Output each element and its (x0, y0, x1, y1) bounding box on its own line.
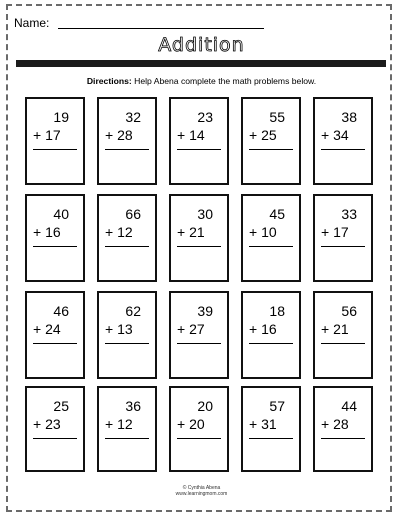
addend-top: 18 (269, 303, 285, 319)
plus-sign: + (177, 127, 186, 143)
addend-top: 46 (53, 303, 69, 319)
addend-bottom (105, 322, 133, 336)
answer-line[interactable] (249, 246, 293, 247)
plus-sign: + (33, 321, 42, 337)
plus-sign: + (105, 224, 114, 240)
problem-card (25, 194, 85, 282)
problem-card (169, 97, 229, 185)
problem-card (169, 386, 229, 472)
answer-line[interactable] (177, 246, 221, 247)
plus-sign: + (33, 416, 42, 432)
problem-card (25, 386, 85, 472)
addend-bottom-value: 10 (261, 224, 277, 240)
addend-bottom (33, 417, 61, 431)
addend-bottom (105, 225, 133, 239)
problem-card (169, 291, 229, 379)
addend-bottom-value: 20 (189, 416, 205, 432)
answer-line[interactable] (105, 343, 149, 344)
answer-line[interactable] (177, 438, 221, 439)
directions-text: Help Abena complete the math problems below. (131, 76, 317, 86)
plus-sign: + (177, 416, 186, 432)
addend-top: 25 (53, 398, 69, 414)
name-label: Name: (14, 16, 50, 30)
problem-card (97, 291, 157, 379)
addend-bottom-value: 12 (117, 416, 133, 432)
addend-bottom (321, 322, 349, 336)
answer-line[interactable] (105, 149, 149, 150)
plus-sign: + (249, 224, 258, 240)
plus-sign: + (321, 416, 330, 432)
plus-sign: + (105, 416, 114, 432)
plus-sign: + (249, 127, 258, 143)
addend-top: 19 (53, 109, 69, 125)
problem-card (97, 97, 157, 185)
directions (0, 76, 403, 86)
addend-top: 36 (125, 398, 141, 414)
addend-bottom (249, 417, 277, 431)
problem-card (313, 97, 373, 185)
addend-bottom (105, 417, 133, 431)
plus-sign: + (105, 321, 114, 337)
addend-bottom (177, 225, 205, 239)
problem-card (241, 97, 301, 185)
answer-line[interactable] (321, 343, 365, 344)
answer-line[interactable] (177, 149, 221, 150)
problem-card (25, 97, 85, 185)
problem-card (25, 291, 85, 379)
addend-top: 62 (125, 303, 141, 319)
addend-top: 38 (341, 109, 357, 125)
addend-bottom (177, 417, 205, 431)
addend-top: 56 (341, 303, 357, 319)
answer-line[interactable] (249, 343, 293, 344)
title-bar (16, 60, 386, 67)
plus-sign: + (321, 127, 330, 143)
addend-top: 55 (269, 109, 285, 125)
website-text: www.learningmom.com (175, 491, 228, 497)
copyright-text: © Cynthia Abena (182, 485, 221, 491)
answer-line[interactable] (321, 438, 365, 439)
addend-bottom-value: 23 (45, 416, 61, 432)
plus-sign: + (177, 321, 186, 337)
addend-bottom-value: 16 (261, 321, 277, 337)
addend-bottom-value: 13 (117, 321, 133, 337)
plus-sign: + (33, 224, 42, 240)
plus-sign: + (249, 321, 258, 337)
problem-card (97, 386, 157, 472)
directions-label: Directions: (86, 76, 132, 86)
addend-top: 45 (269, 206, 285, 222)
addend-top: 32 (125, 109, 141, 125)
addend-top: 23 (197, 109, 213, 125)
problem-card (97, 194, 157, 282)
addend-bottom-value: 28 (117, 127, 133, 143)
addend-bottom (33, 225, 61, 239)
addend-bottom (33, 322, 61, 336)
plus-sign: + (33, 127, 42, 143)
problem-card (313, 386, 373, 472)
addend-top: 44 (341, 398, 357, 414)
addend-bottom (249, 225, 277, 239)
addend-bottom (321, 225, 349, 239)
plus-sign: + (249, 416, 258, 432)
addend-bottom (249, 128, 277, 142)
problem-card (241, 291, 301, 379)
addend-top: 57 (269, 398, 285, 414)
answer-line[interactable] (33, 343, 77, 344)
addend-bottom (177, 128, 205, 142)
addend-bottom-value: 27 (189, 321, 205, 337)
addend-bottom (105, 128, 133, 142)
answer-line[interactable] (105, 246, 149, 247)
addend-bottom-value: 16 (45, 224, 61, 240)
addend-bottom (177, 322, 205, 336)
addend-bottom-value: 24 (45, 321, 61, 337)
answer-line[interactable] (249, 149, 293, 150)
addend-top: 66 (125, 206, 141, 222)
addend-bottom-value: 28 (333, 416, 349, 432)
addend-top: 39 (197, 303, 213, 319)
addend-bottom-value: 34 (333, 127, 349, 143)
problem-card (241, 194, 301, 282)
problem-card (241, 386, 301, 472)
addend-bottom-value: 17 (333, 224, 349, 240)
addend-bottom-value: 21 (333, 321, 349, 337)
problem-card (313, 291, 373, 379)
addend-bottom (33, 128, 61, 142)
answer-line[interactable] (177, 343, 221, 344)
worksheet-title: Addition (158, 34, 245, 56)
answer-line[interactable] (321, 246, 365, 247)
addend-bottom-value: 12 (117, 224, 133, 240)
problem-card (313, 194, 373, 282)
answer-line[interactable] (33, 438, 77, 439)
addend-top: 40 (53, 206, 69, 222)
answer-line[interactable] (33, 149, 77, 150)
problem-card (169, 194, 229, 282)
addend-top: 30 (197, 206, 213, 222)
addend-bottom-value: 17 (45, 127, 61, 143)
addend-top: 33 (341, 206, 357, 222)
addend-top: 20 (197, 398, 213, 414)
addend-bottom (321, 128, 349, 142)
plus-sign: + (321, 321, 330, 337)
answer-line[interactable] (105, 438, 149, 439)
name-line (58, 28, 264, 29)
addend-bottom-value: 25 (261, 127, 277, 143)
addend-bottom-value: 31 (261, 416, 277, 432)
plus-sign: + (105, 127, 114, 143)
addend-bottom (321, 417, 349, 431)
plus-sign: + (321, 224, 330, 240)
addend-bottom (249, 322, 277, 336)
addend-bottom-value: 14 (189, 127, 205, 143)
answer-line[interactable] (249, 438, 293, 439)
plus-sign: + (177, 224, 186, 240)
answer-line[interactable] (321, 149, 365, 150)
answer-line[interactable] (33, 246, 77, 247)
addend-bottom-value: 21 (189, 224, 205, 240)
